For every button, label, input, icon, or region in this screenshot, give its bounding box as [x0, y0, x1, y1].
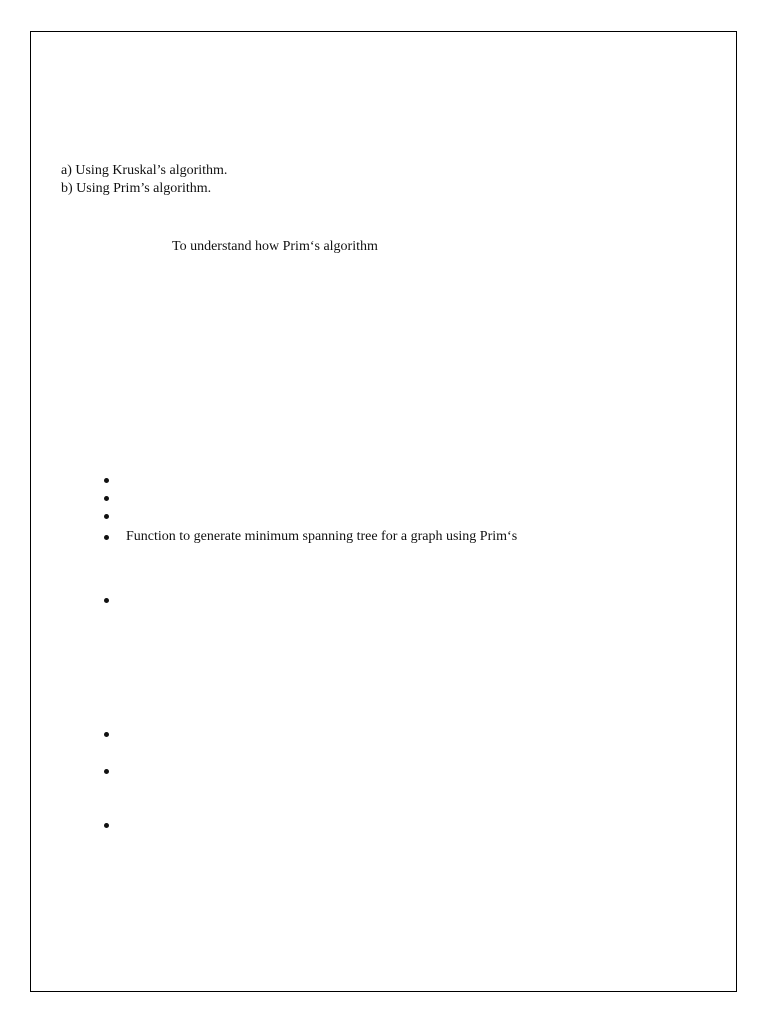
option-kruskal: a) Using Kruskal’s algorithm.	[61, 163, 228, 178]
option-prim: b) Using Prim’s algorithm.	[61, 181, 212, 196]
bullet-item-function: Function to generate minimum spanning tree for a graph using Prim‘s	[126, 529, 518, 544]
objective-text: To understand how Prim‘s algorithm	[172, 239, 378, 254]
bullet-marker	[104, 823, 109, 828]
bullet-marker	[104, 769, 109, 774]
bullet-marker	[104, 535, 109, 540]
bullet-marker	[104, 478, 109, 483]
bullet-marker	[104, 732, 109, 737]
bullet-marker	[104, 514, 109, 519]
bullet-marker	[104, 598, 109, 603]
bullet-marker	[104, 496, 109, 501]
